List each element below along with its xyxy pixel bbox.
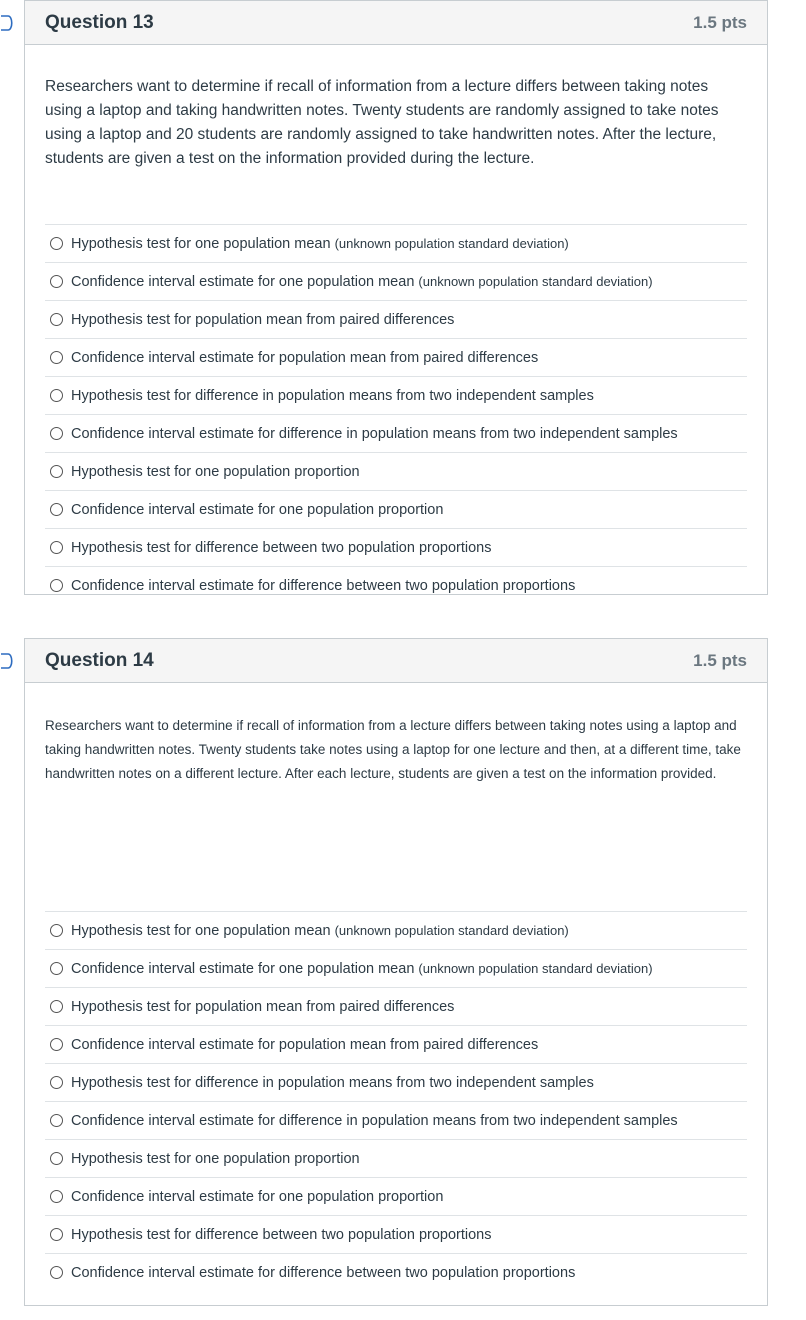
- answer-label: Confidence interval estimate for difference in population means from two independent samples: [71, 425, 678, 442]
- answer-option[interactable]: [45, 529, 747, 567]
- answer-label: Hypothesis test for difference in population means from two independent samples: [71, 1074, 594, 1091]
- answer-option[interactable]: [45, 377, 747, 415]
- radio-button[interactable]: [50, 1190, 63, 1203]
- answer-option[interactable]: [45, 1140, 747, 1178]
- answer-option[interactable]: [45, 1254, 747, 1291]
- answer-label: Hypothesis test for difference between two population proportions: [71, 1226, 492, 1243]
- radio-button[interactable]: [50, 1000, 63, 1013]
- radio-button[interactable]: [50, 1114, 63, 1127]
- bookmark-flag-icon[interactable]: [1, 15, 15, 31]
- answer-label: Confidence interval estimate for one population mean: [71, 273, 415, 290]
- answer-label: Hypothesis test for population mean from paired differences: [71, 998, 455, 1015]
- radio-button[interactable]: [50, 1228, 63, 1241]
- radio-button[interactable]: [50, 275, 63, 288]
- answer-option[interactable]: [45, 339, 747, 377]
- question-text: Researchers want to determine if recall of information from a lecture differs between taking notes using a laptop and taking handwritten notes. Twenty students take notes using a laptop for one lecture and then, at a different time, take handwritten notes on a different lecture. After each lecture, students are given a test on the information provided.: [45, 718, 741, 781]
- question-header: [25, 639, 767, 683]
- answer-option[interactable]: [45, 1178, 747, 1216]
- question-points: 1.5 pts: [693, 650, 747, 670]
- radio-button[interactable]: [50, 1076, 63, 1089]
- answer-label: Confidence interval estimate for difference between two population proportions: [71, 1264, 576, 1281]
- answer-option[interactable]: [45, 1064, 747, 1102]
- radio-button[interactable]: [50, 541, 63, 554]
- question-points: 1.5 pts: [693, 12, 747, 32]
- answer-label: Hypothesis test for one population proportion: [71, 1150, 360, 1167]
- radio-button[interactable]: [50, 1266, 63, 1279]
- answer-option[interactable]: [45, 415, 747, 453]
- answer-list: [45, 224, 747, 604]
- answer-note: (unknown population standard deviation): [334, 923, 569, 938]
- radio-button[interactable]: [50, 465, 63, 478]
- radio-button[interactable]: [50, 351, 63, 364]
- radio-button[interactable]: [50, 389, 63, 402]
- answer-label: Hypothesis test for difference between two population proportions: [71, 539, 492, 556]
- bookmark-flag-icon[interactable]: [1, 653, 15, 669]
- answer-label: Confidence interval estimate for population mean from paired differences: [71, 1036, 539, 1053]
- answer-option[interactable]: [45, 912, 747, 950]
- question-title: Question 13: [45, 11, 154, 33]
- answer-option[interactable]: [45, 567, 747, 604]
- answer-label: Confidence interval estimate for population mean from paired differences: [71, 349, 539, 366]
- answer-note: (unknown population standard deviation): [418, 961, 653, 976]
- radio-button[interactable]: [50, 427, 63, 440]
- question-title: Question 14: [45, 649, 154, 671]
- answer-label: Hypothesis test for one population mean: [71, 235, 331, 252]
- radio-button[interactable]: [50, 313, 63, 326]
- radio-button[interactable]: [50, 1038, 63, 1051]
- radio-button[interactable]: [50, 237, 63, 250]
- answer-option[interactable]: [45, 263, 747, 301]
- answer-option[interactable]: [45, 225, 747, 263]
- radio-button[interactable]: [50, 1152, 63, 1165]
- answer-label: Confidence interval estimate for one population proportion: [71, 501, 444, 518]
- answer-option[interactable]: [45, 1102, 747, 1140]
- radio-button[interactable]: [50, 579, 63, 592]
- question-text: Researchers want to determine if recall of information from a lecture differs between taking notes using a laptop and taking handwritten notes. Twenty students are randomly assigned to take notes using a laptop and 20 students are randomly assigned to take handwritten notes. After the lecture, students are given a test on the information provided during the lecture.: [45, 78, 719, 167]
- answer-option[interactable]: [45, 950, 747, 988]
- answer-label: Confidence interval estimate for one population proportion: [71, 1188, 444, 1205]
- answer-label: Hypothesis test for difference in population means from two independent samples: [71, 387, 594, 404]
- answer-note: (unknown population standard deviation): [418, 274, 653, 289]
- radio-button[interactable]: [50, 503, 63, 516]
- answer-label: Hypothesis test for population mean from paired differences: [71, 311, 455, 328]
- radio-button[interactable]: [50, 962, 63, 975]
- answer-label: Confidence interval estimate for difference between two population proportions: [71, 577, 576, 594]
- question-header: [25, 1, 767, 45]
- answer-label: Confidence interval estimate for difference in population means from two independent samples: [71, 1112, 678, 1129]
- answer-option[interactable]: [45, 491, 747, 529]
- answer-option[interactable]: [45, 301, 747, 339]
- answer-option[interactable]: [45, 1216, 747, 1254]
- answer-option[interactable]: [45, 453, 747, 491]
- radio-button[interactable]: [50, 924, 63, 937]
- answer-note: (unknown population standard deviation): [334, 236, 569, 251]
- question-14: [24, 638, 768, 1306]
- answer-list: [45, 911, 747, 1291]
- question-13: [24, 0, 768, 595]
- answer-label: Confidence interval estimate for one population mean: [71, 960, 415, 977]
- answer-option[interactable]: [45, 1026, 747, 1064]
- answer-option[interactable]: [45, 988, 747, 1026]
- answer-label: Hypothesis test for one population proportion: [71, 463, 360, 480]
- answer-label: Hypothesis test for one population mean: [71, 922, 331, 939]
